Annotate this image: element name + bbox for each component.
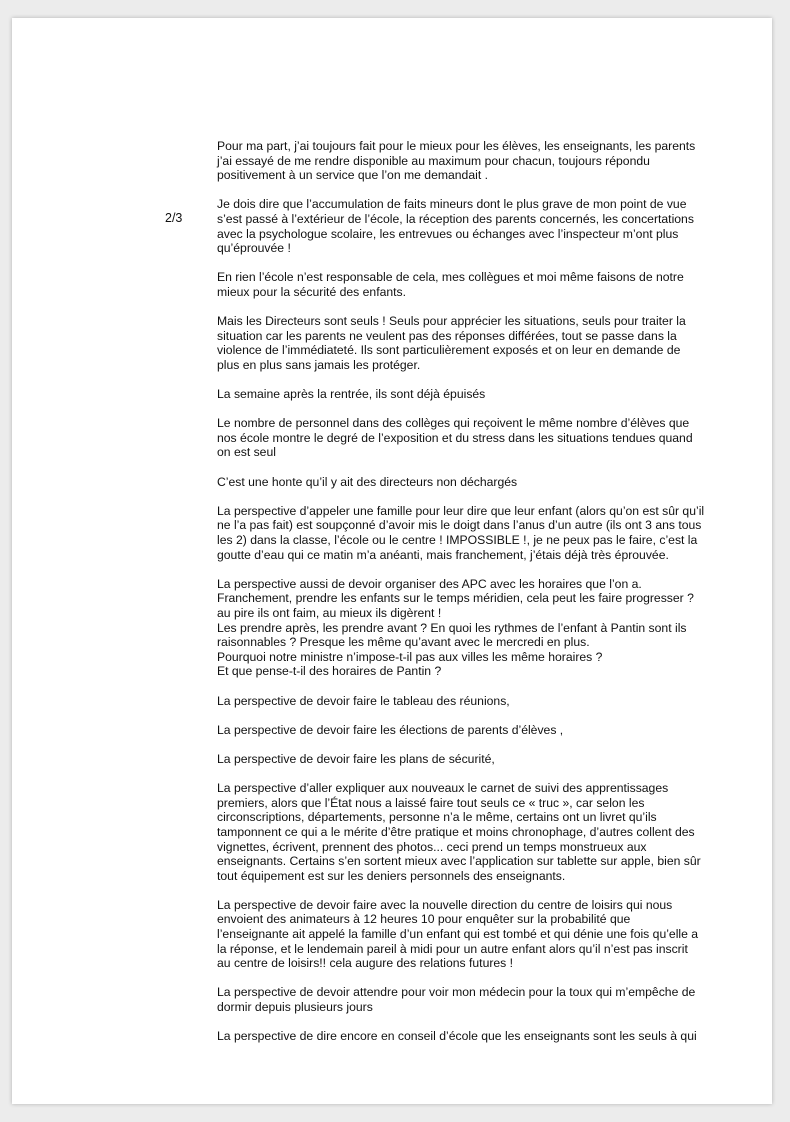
paragraph <box>217 694 737 709</box>
paragraph <box>217 475 737 490</box>
text-line: ne l’a pas fait) est soupçonné d’avoir mis le doigt dans l’anus d’un autre (ils ont 3 ans tous <box>217 518 702 533</box>
text-line: s’est passé à l’extérieur de l’école, la réception des parents concernés, les concertations <box>217 211 694 226</box>
text-line: qu’éprouvée ! <box>217 241 291 256</box>
text-line: envoient des animateurs à 12 heures 10 pour enquêter sur la probabilité que <box>217 912 631 927</box>
text-line: Le nombre de personnel dans des collèges qui reçoivent le même nombre d’élèves que <box>217 416 690 431</box>
body-text <box>217 139 737 1058</box>
text-line: positivement à un service que l’on me demandait . <box>217 168 488 183</box>
text-line: l’enseignante ait appelé la famille d’un enfant qui est tombé et qui dénie une fois qu’elle a <box>217 927 699 942</box>
text-line: La perspective aussi de devoir organiser des APC avec les horaires que l’on a. <box>217 576 642 591</box>
text-line: avec la psychologue scolaire, les entrevues ou échanges avec l’inspecteur m’ont plus <box>217 226 679 241</box>
text-line: goutte d’eau qui ce matin m’a anéanti, mais franchement, j’étais déjà très éprouvée. <box>217 547 669 562</box>
text-line: au centre de loisirs!! cela augure des relations futures ! <box>217 956 514 971</box>
text-line: La perspective de devoir faire avec la nouvelle direction du centre de loisirs qui nous <box>217 897 673 912</box>
text-line: on est seul <box>217 445 276 460</box>
text-line: La perspective de devoir faire le tableau des réunions, <box>217 693 510 708</box>
paragraph <box>217 197 737 255</box>
text-line: circonscriptions, départements, personne n’a le même, certains ont un livret qu’ils <box>217 810 657 825</box>
text-line: enseignants. Certains s’en sortent mieux avec l’application sur tablette sur apple, bien sûr <box>217 854 701 869</box>
text-line: Et que pense-t-il des horaires de Pantin ? <box>217 664 442 679</box>
text-line: C’est une honte qu’il y ait des directeurs non déchargés <box>217 474 518 489</box>
text-line: Franchement, prendre les enfants sur le temps méridien, cela peut les faire progresser ? <box>217 591 694 606</box>
text-line: situation car les parents ne veulent pas des réponses différées, tout se passe dans la <box>217 328 677 343</box>
paragraph <box>217 985 737 1014</box>
text-line: les 2) dans la classe, l’école ou le centre ! IMPOSSIBLE !, je ne peux pas le faire, c’est la <box>217 533 698 548</box>
text-line: premiers, alors que l’État nous a laissé faire tout seuls ce « truc », car selon les <box>217 795 645 810</box>
text-line: j’ai essayé de me rendre disponible au maximum pour chacun, toujours répondu <box>217 153 650 168</box>
paragraph <box>217 723 737 738</box>
text-line: la réponse, et le lendemain pareil à midi pour un autre enfant alors qu’il n’est pas inscrit <box>217 941 688 956</box>
text-line: Mais les Directeurs sont seuls ! Seuls pour apprécier les situations, seuls pour traiter la <box>217 314 686 329</box>
text-line: Pour ma part, j’ai toujours fait pour le mieux pour les élèves, les enseignants, les parents <box>217 139 696 153</box>
paragraph <box>217 898 737 971</box>
paragraph <box>217 752 737 767</box>
paragraph <box>217 270 737 299</box>
text-line: tamponnent ce qui a le mérite d’être pratique et moins chronophage, d’autres collent des <box>217 824 695 839</box>
page-number: 2/3 <box>165 211 183 225</box>
text-line: La semaine après la rentrée, ils sont déjà épuisés <box>217 387 486 402</box>
text-line: La perspective d’appeler une famille pour leur dire que leur enfant (alors qu’on est sûr qu’il <box>217 503 705 518</box>
text-line: vignettes, écrivent, prennent des photos... ceci prend un temps monstrueux aux <box>217 839 647 854</box>
text-line: raisonnables ? Presque les même qu’avant avec le mercredi en plus. <box>217 635 590 650</box>
paragraph <box>217 416 737 460</box>
text-line: plus en plus sans jamais les protéger. <box>217 357 421 372</box>
text-line: La perspective de devoir faire les élections de parents d’élèves , <box>217 722 564 737</box>
paragraph <box>217 781 737 883</box>
text-line: violence de l’immédiateté. Ils sont particulièrement exposés et on leur en demande de <box>217 343 681 358</box>
text-line: En rien l’école n’est responsable de cela, mes collègues et moi même faisons de notre <box>217 270 684 285</box>
paragraph <box>217 387 737 402</box>
text-line: La perspective d’aller expliquer aux nouveaux le carnet de suivi des apprentissages <box>217 781 669 796</box>
text-line: La perspective de devoir faire les plans de sécurité, <box>217 751 495 766</box>
paragraph <box>217 1029 737 1044</box>
paragraph <box>217 577 737 679</box>
paragraph <box>217 504 737 562</box>
text-line: Je dois dire que l’accumulation de faits mineurs dont le plus grave de mon point de vue <box>217 197 687 212</box>
document-page <box>12 18 772 1104</box>
text-line: tout équipement est sur les deniers personnels des enseignants. <box>217 868 566 883</box>
paragraph <box>217 314 737 372</box>
text-line: La perspective de devoir attendre pour voir mon médecin pour la toux qui m’empêche de <box>217 985 696 1000</box>
text-line: au pire ils ont faim, au mieux ils digèrent ! <box>217 606 442 620</box>
text-line: dormir depuis plusieurs jours <box>217 1000 373 1015</box>
paragraph <box>217 139 737 183</box>
text-line: mieux pour la sécurité des enfants. <box>217 284 407 299</box>
text-line: nos école montre le degré de l’exposition et du stress dans les situations tendues quand <box>217 430 693 445</box>
text-line: La perspective de dire encore en conseil d’école que les enseignants sont les seuls à qui <box>217 1029 697 1044</box>
text-line: Pourquoi notre ministre n’impose-t-il pas aux villes les même horaires ? <box>217 649 603 664</box>
text-line: Les prendre après, les prendre avant ? En quoi les rythmes de l’enfant à Pantin sont ils <box>217 620 687 635</box>
